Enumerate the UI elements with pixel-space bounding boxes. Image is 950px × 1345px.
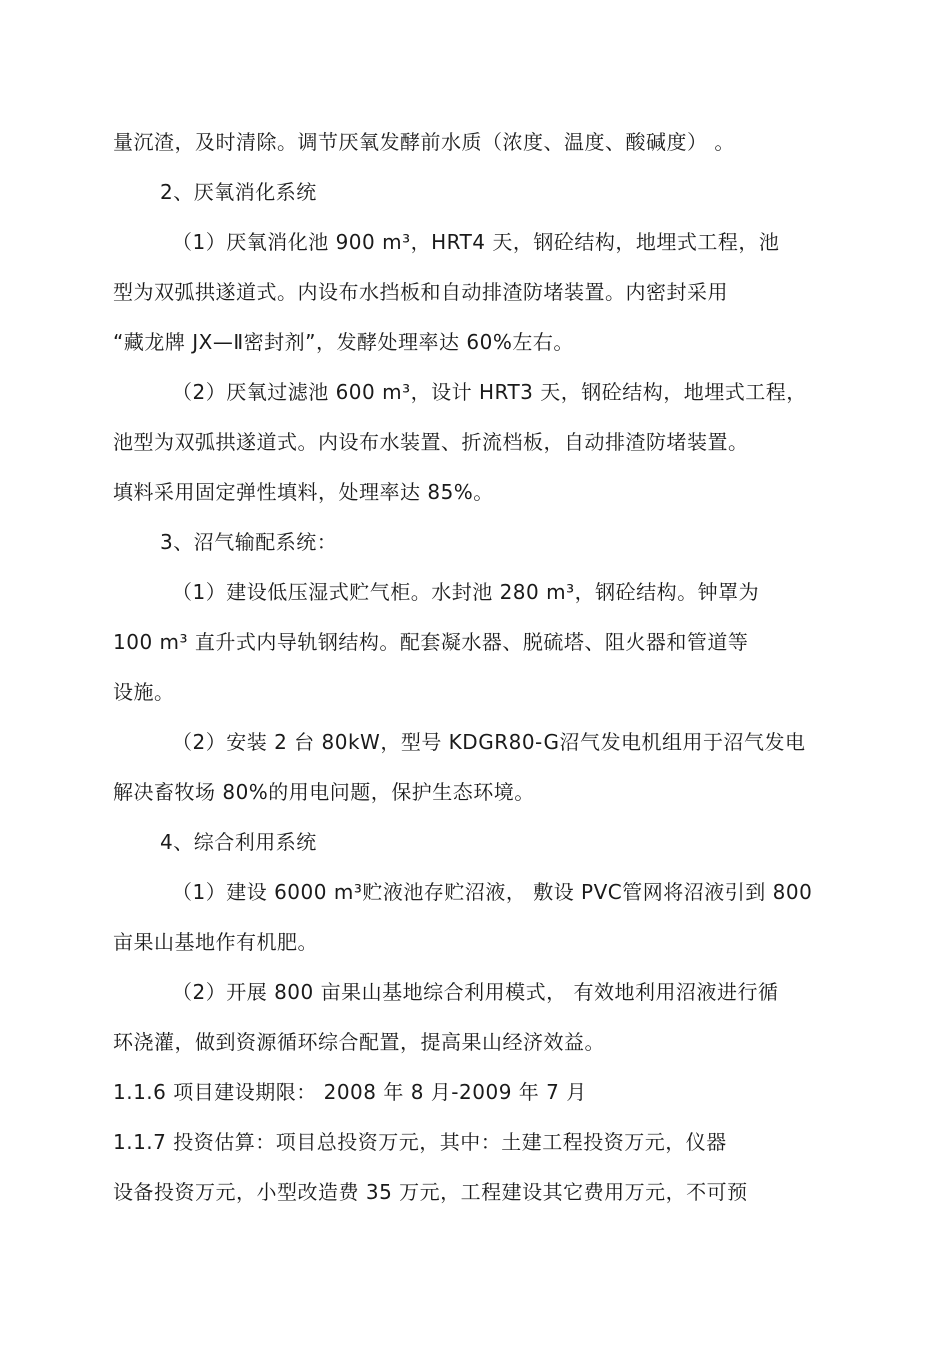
- section-1-1-6-construction-period: 1.1.6 项目建设期限： 2008 年 8 月-2009 年 7 月: [113, 1080, 587, 1104]
- paragraph-line-10: （1）建设低压湿式贮气柜。水封池 280 m³，钢砼结构。钟罩为: [172, 580, 760, 604]
- section-heading-biogas-distribution: 3、沼气输配系统：: [160, 530, 338, 554]
- section-heading-comprehensive-use: 4、综合利用系统: [160, 830, 317, 854]
- paragraph-line-6: （2）厌氧过滤池 600 m³，设计 HRT3 天，钢砼结构，地埋式工程，: [172, 380, 807, 404]
- section-heading-anaerobic-digestion: 2、厌氧消化系统: [160, 180, 317, 204]
- paragraph-line-22: 设备投资万元，小型改造费 35 万元，工程建设其它费用万元，不可预: [113, 1180, 748, 1204]
- paragraph-line-1: 量沉渣，及时清除。调节厌氧发酵前水质（浓度、温度、酸碱度） 。: [113, 130, 735, 154]
- paragraph-line-14: 解决畜牧场 80%的用电问题，保护生态环境。: [113, 780, 535, 804]
- section-1-1-7-investment-estimate: 1.1.7 投资估算：项目总投资万元，其中：土建工程投资万元，仪器: [113, 1130, 727, 1154]
- paragraph-line-11: 100 m³ 直升式内导轨钢结构。配套凝水器、脱硫塔、阻火器和管道等: [113, 630, 749, 654]
- paragraph-line-7: 池型为双弧拱遂道式。内设布水装置、折流档板，自动排渣防堵装置。: [113, 430, 749, 454]
- paragraph-line-13: （2）安装 2 台 80kW，型号 KDGR80-G沼气发电机组用于沼气发电: [172, 730, 806, 754]
- paragraph-line-16: （1）建设 6000 m³贮液池存贮沼液， 敷设 PVC管网将沼液引到 800: [172, 880, 813, 904]
- paragraph-line-17: 亩果山基地作有机肥。: [113, 930, 318, 954]
- paragraph-line-4: 型为双弧拱遂道式。内设布水挡板和自动排渣防堵装置。内密封采用: [113, 280, 728, 304]
- paragraph-line-8: 填料采用固定弹性填料，处理率达 85%。: [113, 480, 494, 504]
- paragraph-line-3: （1）厌氧消化池 900 m³，HRT4 天，钢砼结构，地埋式工程，池: [172, 230, 780, 254]
- paragraph-line-5: “藏龙牌 JX—Ⅱ密封剂”，发酵处理率达 60%左右。: [113, 330, 574, 354]
- paragraph-line-19: 环浇灌，做到资源循环综合配置，提高果山经济效益。: [113, 1030, 605, 1054]
- paragraph-line-12: 设施。: [113, 680, 175, 704]
- paragraph-line-18: （2）开展 800 亩果山基地综合利用模式， 有效地利用沼液进行循: [172, 980, 779, 1004]
